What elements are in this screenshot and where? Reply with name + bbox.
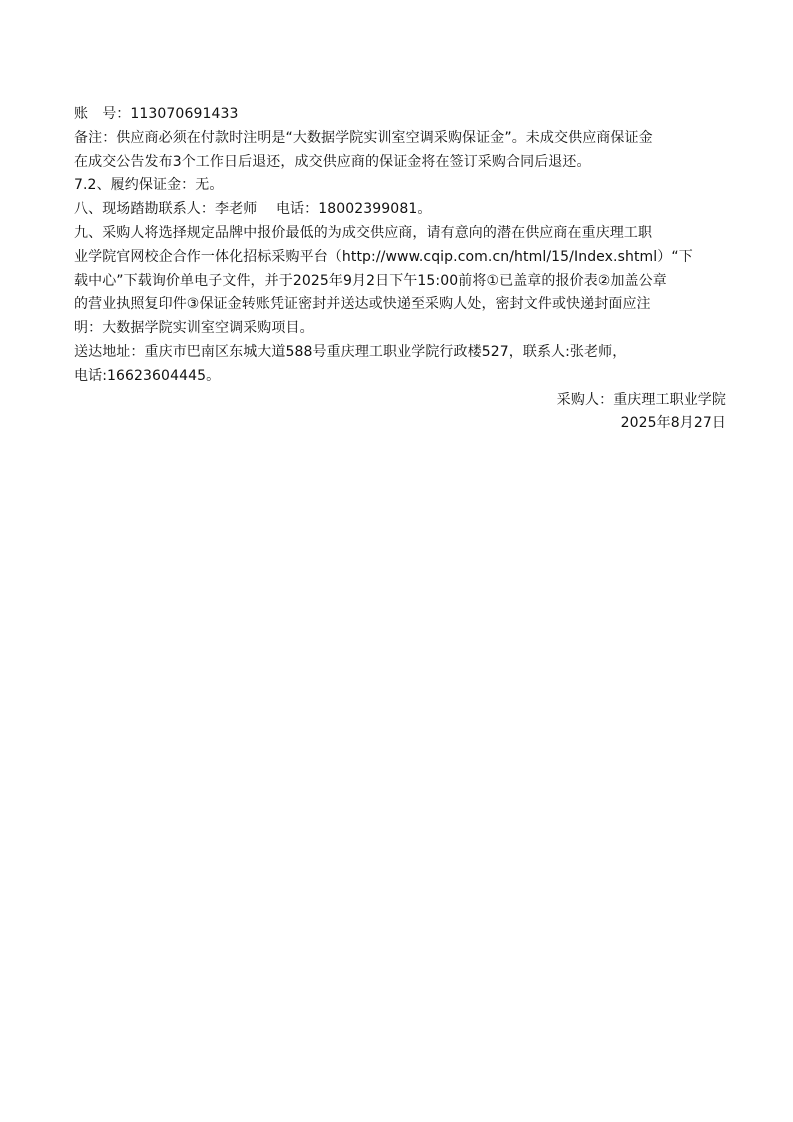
procurement-line-2: 业学院官网校企合作一体化招标采购平台（http://www.cqip.com.cn/html/15/Index.shtml）“下 bbox=[74, 248, 693, 265]
remark-line-1: 备注：供应商必须在付款时注明是“大数据学院实训室空调采购保证金”。未成交供应商保证金 bbox=[74, 129, 653, 146]
procurement-line-1: 九、采购人将选择规定品牌中报价最低的为成交供应商，请有意向的潜在供应商在重庆理工职 bbox=[74, 224, 653, 241]
document-date: 2025年8月27日 bbox=[620, 415, 726, 432]
procurement-line-3: 载中心”下载询价单电子文件，并于2025年9月2日下午15:00前将①已盖章的报价表②加盖公章 bbox=[74, 272, 667, 289]
document-body bbox=[74, 103, 726, 436]
site-contact-line: 八、现场踏勘联系人：李老师 电话：18002399081。 bbox=[74, 201, 432, 218]
delivery-line-1: 送达地址：重庆市巴南区东城大道588号重庆理工职业学院行政楼527，联系人:张老师， bbox=[74, 343, 627, 360]
performance-bond-line: 7.2、履约保证金：无。 bbox=[74, 177, 224, 194]
procurement-line-5: 明：大数据学院实训室空调采购项目。 bbox=[74, 320, 314, 337]
delivery-line-2: 电话:16623604445。 bbox=[74, 367, 221, 384]
purchaser-signature: 采购人：重庆理工职业学院 bbox=[556, 391, 726, 408]
remark-line-2: 在成交公告发布3个工作日后退还，成交供应商的保证金将在签订采购合同后退还。 bbox=[74, 153, 591, 170]
account-line: 账 号：113070691433 bbox=[74, 106, 239, 122]
procurement-line-4: 的营业执照复印件③保证金转账凭证密封并送达或快递至采购人处，密封文件或快递封面应注 bbox=[74, 296, 651, 313]
